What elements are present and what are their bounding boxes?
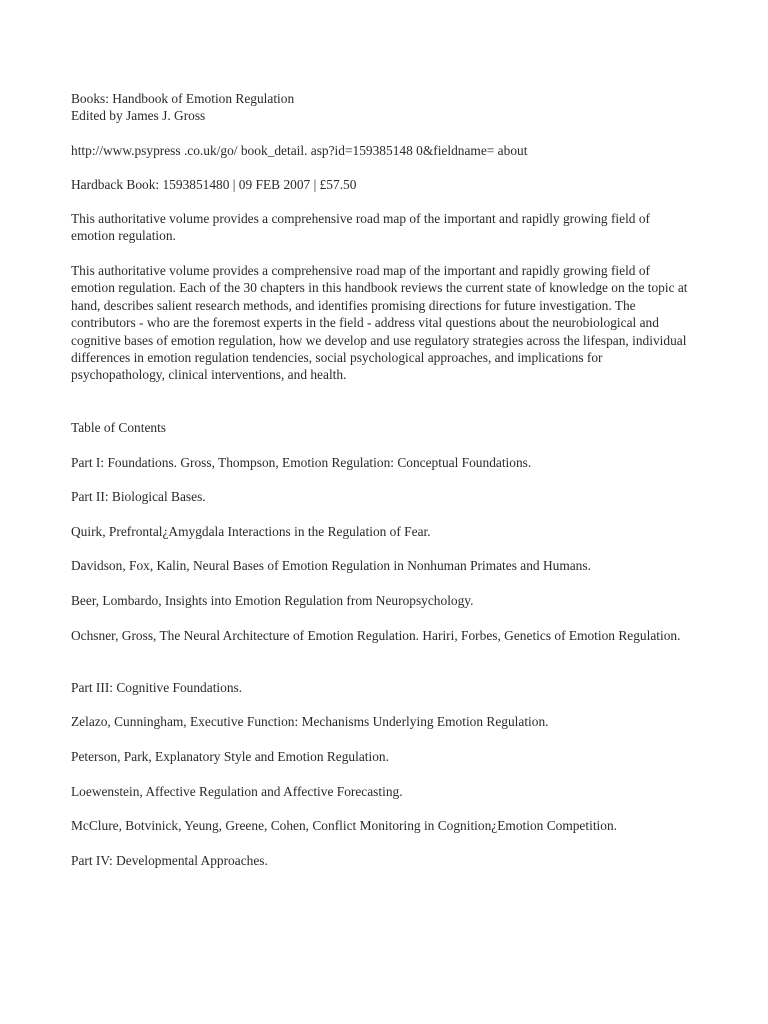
toc-entry: Part III: Cognitive Foundations. (71, 680, 243, 695)
book-title: Books: Handbook of Emotion Regulation (71, 91, 295, 106)
toc-entry: Peterson, Park, Explanatory Style and Emotion Regulation. (71, 749, 389, 764)
toc-entry: Quirk, Prefrontal¿Amygdala Interactions in the Regulation of Fear. (71, 524, 431, 539)
toc-entry: Part II: Biological Bases. (71, 489, 206, 504)
summary-long: This authoritative volume provides a comprehensive road map of the important and rapidly growing field of emotion regulation. Each of the 30 chapters in this handbook reviews the current state of knowledge on the topic at hand, describes salient research methods, and identifies promising directions for future investigation. The contributors - who are the foremost experts in the field - address vital questions about the neurobiological and cognitive bases of emotion regulation, how we develop and use regulatory strategies across the lifespan, individual differences in emotion regulation tendencies, social psychological approaches, and implications for psychopathology, clinical interventions, and health. (71, 263, 688, 383)
book-editor: Edited by James J. Gross (71, 108, 206, 123)
toc-entry: Part IV: Developmental Approaches. (71, 853, 268, 868)
toc-entry: Davidson, Fox, Kalin, Neural Bases of Emotion Regulation in Nonhuman Primates and Humans. (71, 558, 591, 573)
toc-entry: Beer, Lombardo, Insights into Emotion Regulation from Neuropsychology. (71, 593, 474, 608)
toc-entry: Part I: Foundations. Gross, Thompson, Emotion Regulation: Conceptual Foundations. (71, 455, 532, 470)
toc-entry: Ochsner, Gross, The Neural Architecture of Emotion Regulation. Hariri, Forbes, Genetics of Emotion Regulation. (71, 628, 681, 643)
toc-entry: Loewenstein, Affective Regulation and Affective Forecasting. (71, 784, 403, 799)
hardback-info: Hardback Book: 1593851480 | 09 FEB 2007 | £57.50 (71, 177, 357, 192)
toc-entry: Zelazo, Cunningham, Executive Function: Mechanisms Underlying Emotion Regulation. (71, 714, 549, 729)
book-url: http://www.psypress .co.uk/go/ book_detail. asp?id=159385148 0&fieldname= about (71, 143, 528, 158)
toc-entry: McClure, Botvinick, Yeung, Greene, Cohen, Conflict Monitoring in Cognition¿Emotion Competition. (71, 818, 618, 833)
summary-short: This authoritative volume provides a comprehensive road map of the important and rapidly growing field of emotion regulation. (71, 211, 650, 244)
toc-heading: Table of Contents (71, 420, 167, 435)
